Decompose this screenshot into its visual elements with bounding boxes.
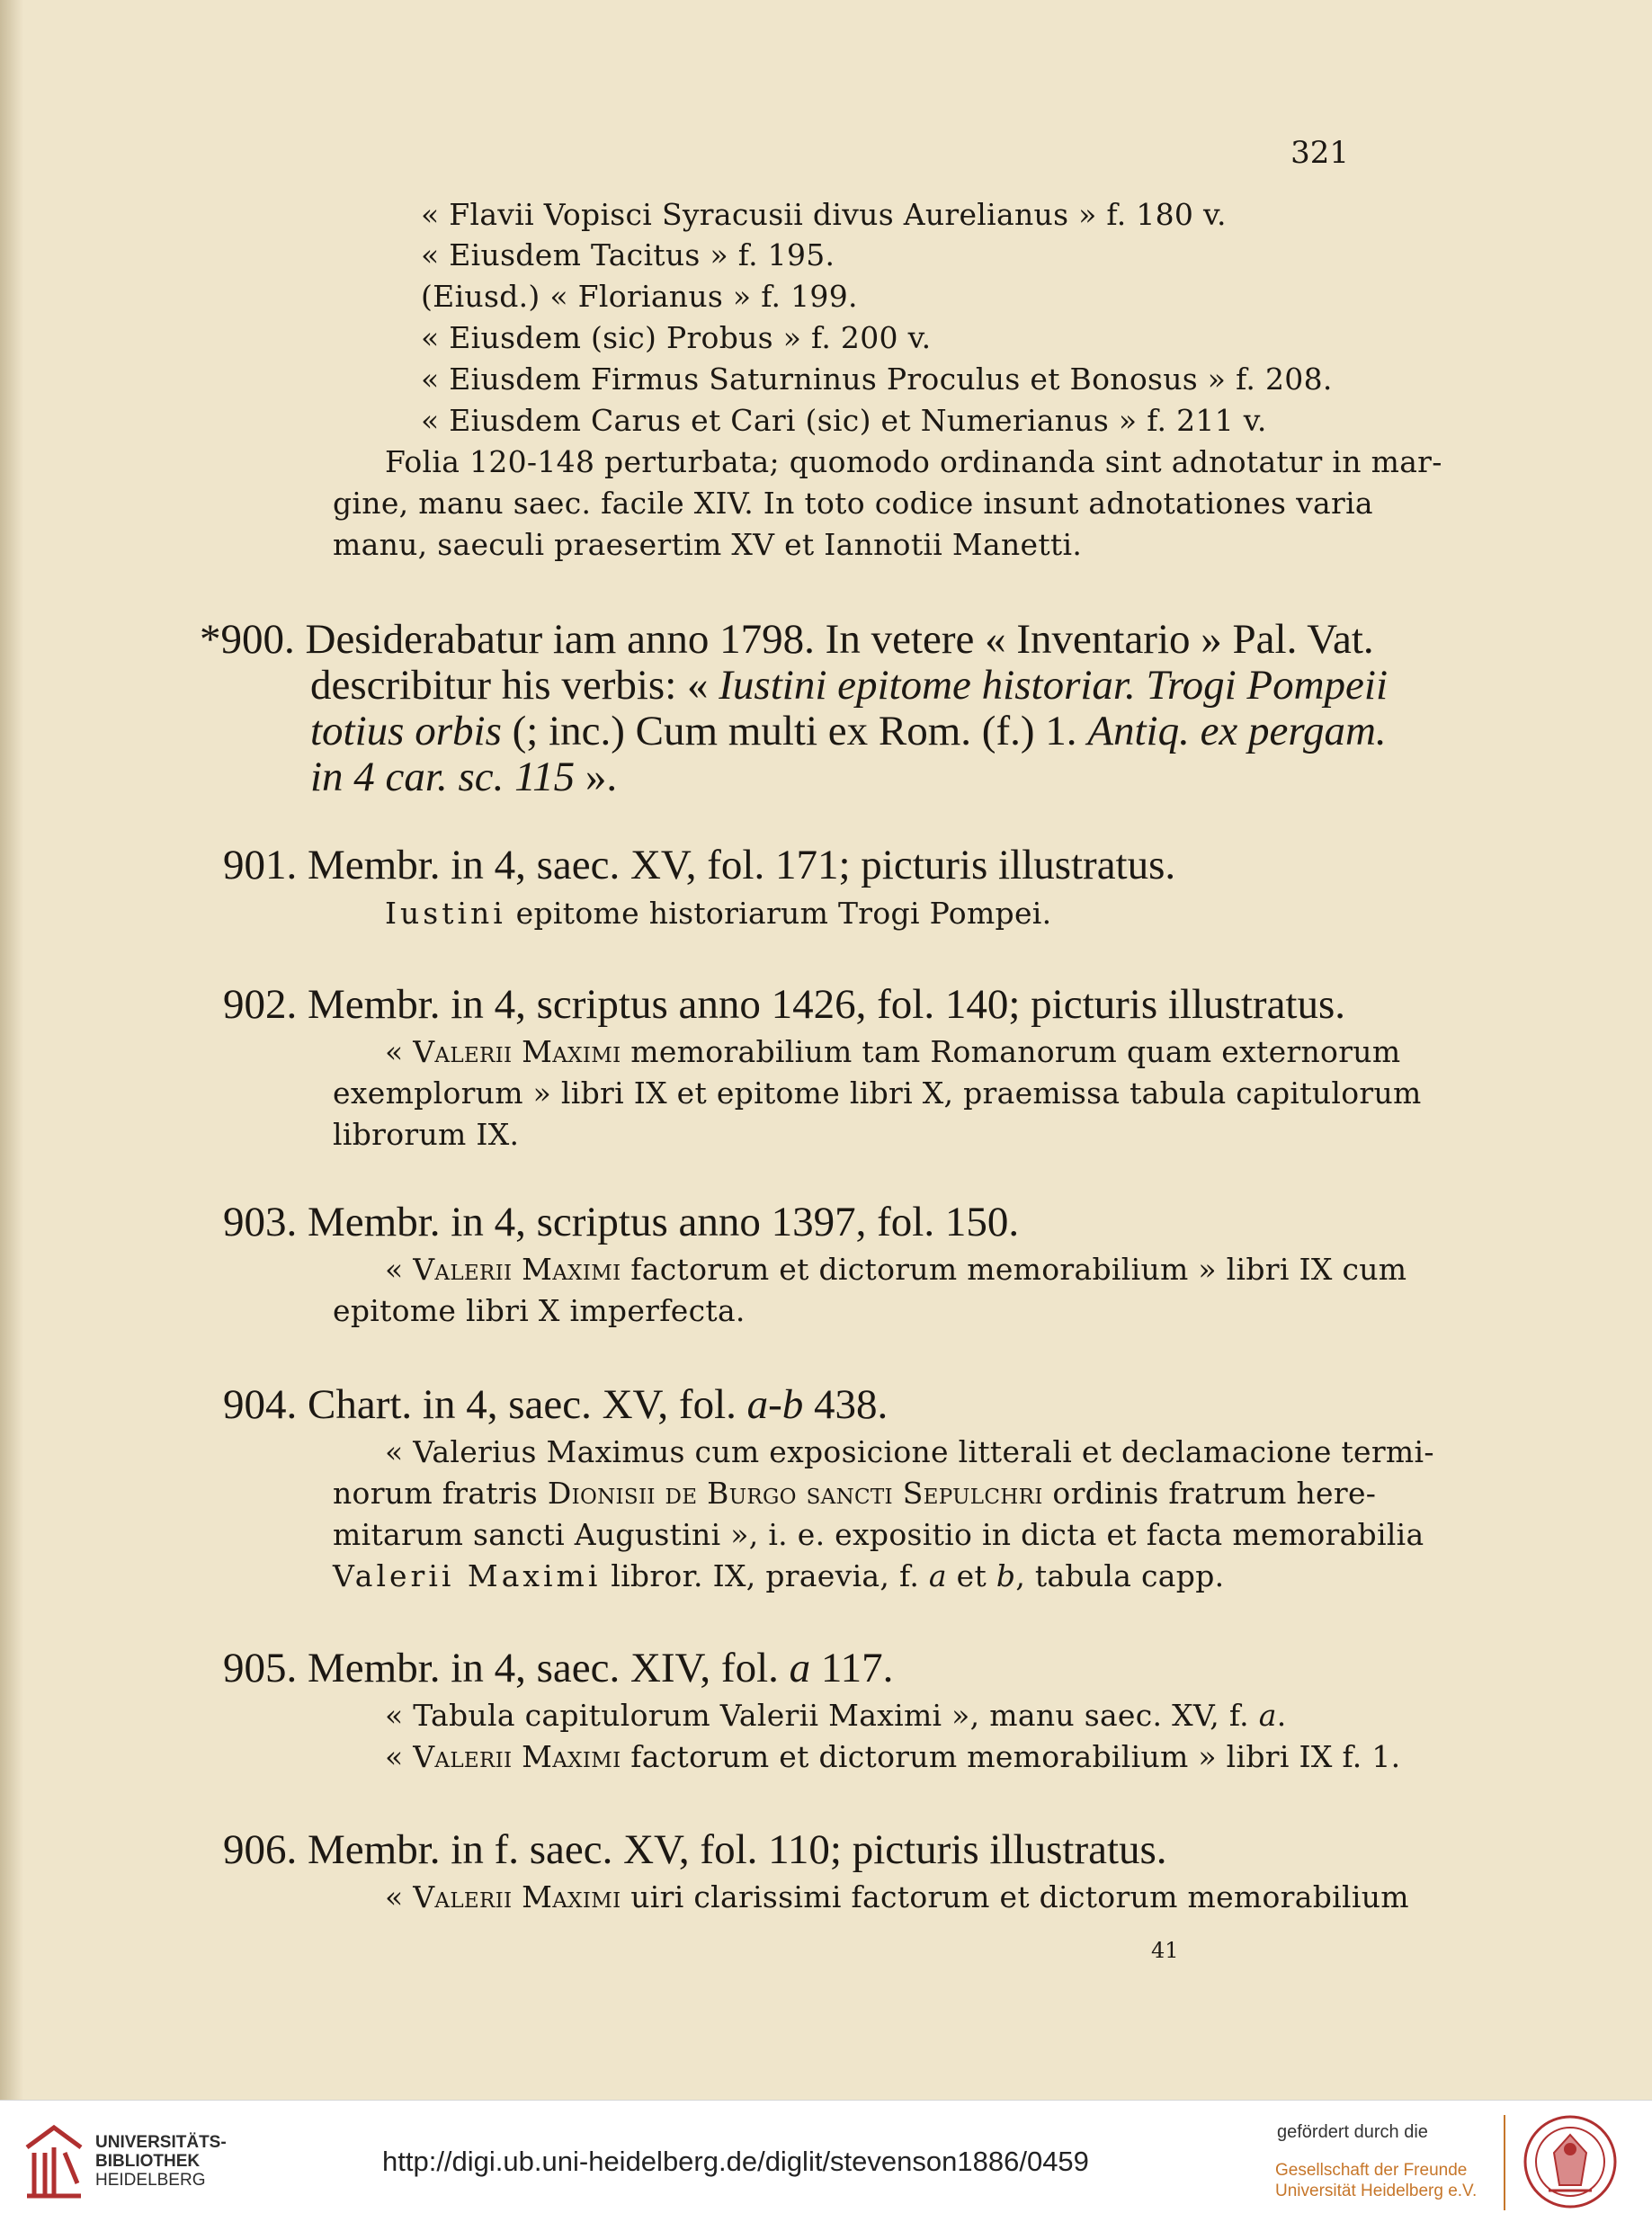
- entry-905-line: « Tabula capitulorum Valerii Maximi », manu saec. XV, f. a.: [385, 1698, 1287, 1733]
- text-line: gine, manu saec. facile XIV. In toto codice insunt adnotationes varia: [333, 486, 1373, 521]
- entry-902-line: « Valerii Maximi memorabilium tam Romanorum quam externorum: [385, 1034, 1401, 1069]
- entry-903-line: « Valerii Maximi factorum et dictorum memorabilium » libri IX cum: [385, 1252, 1407, 1287]
- text-line: « Eiusdem (sic) Probus » f. 200 v.: [421, 320, 932, 355]
- text-line: manu, saeculi praesertim XV et Iannotii Manetti.: [333, 527, 1083, 562]
- entry-904-line: mitarum sancti Augustini », i. e. expositio in dicta et facta memorabilia: [333, 1517, 1424, 1552]
- library-logo-text[interactable]: UNIVERSITÄTS- BIBLIOTHEK HEIDELBERG: [95, 2133, 227, 2190]
- entry-904-line: norum fratris Dionisii de Burgo sancti Sepulchri ordinis fratrum here-: [333, 1476, 1377, 1511]
- text-line: « Eiusdem Firmus Saturninus Proculus et Bonosus » f. 208.: [421, 361, 1333, 397]
- text-line: Folia 120-148 perturbata; quomodo ordinanda sint adnotatur in mar-: [385, 444, 1442, 479]
- entry-906-line: « Valerii Maximi uiri clarissimi factorum et dictorum memorabilium: [385, 1879, 1409, 1914]
- sponsor-heading: gefördert durch die: [1277, 2122, 1428, 2142]
- entry-904-heading: 904. Chart. in 4, saec. XV, fol. a-b 438.: [223, 1381, 889, 1428]
- entry-906-heading: 906. Membr. in f. saec. XV, fol. 110; picturis illustratus.: [223, 1826, 1167, 1873]
- page-number: 321: [1290, 135, 1349, 171]
- permalink-url[interactable]: http://digi.ub.uni-heidelberg.de/diglit/stevenson1886/0459: [382, 2146, 1089, 2177]
- entry-900-line: describitur his verbis: « Iustini epitome historiar. Trogi Pompeii: [310, 662, 1389, 709]
- text-line: (Eiusd.) « Florianus » f. 199.: [421, 279, 858, 314]
- entry-902-heading: 902. Membr. in 4, scriptus anno 1426, fol. 140; picturis illustratus.: [223, 981, 1346, 1028]
- entry-905-line: « Valerii Maximi factorum et dictorum memorabilium » libri IX f. 1.: [385, 1739, 1401, 1774]
- entry-901-line: Iustini epitome historiarum Trogi Pompei.: [385, 896, 1052, 931]
- entry-901-heading: 901. Membr. in 4, saec. XV, fol. 171; picturis illustratus.: [223, 842, 1176, 888]
- entry-903-line: epitome libri X imperfecta.: [333, 1293, 746, 1328]
- text-line: « Eiusdem Carus et Cari (sic) et Numerianus » f. 211 v.: [421, 403, 1267, 438]
- entry-905-heading: 905. Membr. in 4, saec. XIV, fol. a 117.: [223, 1645, 894, 1691]
- text-line: « Eiusdem Tacitus » f. 195.: [421, 237, 835, 272]
- entry-900-line: totius orbis (; inc.) Cum multi ex Rom. (f.) 1. Antiq. ex pergam.: [310, 708, 1387, 754]
- entry-904-line: Valerii Maximi libror. IX, praevia, f. a et b, tabula capp.: [333, 1558, 1225, 1593]
- footer-divider: [1504, 2115, 1505, 2210]
- signature-mark: 41: [1151, 1938, 1179, 1963]
- page-edge-shadow: [0, 0, 23, 2100]
- library-book-icon[interactable]: [18, 2120, 88, 2201]
- text-line: « Flavii Vopisci Syracusii divus Aurelianus » f. 180 v.: [421, 197, 1227, 232]
- entry-900-line: in 4 car. sc. 115 ».: [310, 754, 618, 800]
- entry-902-line: exemplorum » libri IX et epitome libri X, praemissa tabula capitulorum: [333, 1075, 1422, 1111]
- university-seal-icon[interactable]: [1522, 2113, 1619, 2210]
- entry-900-heading: *900. Desiderabatur iam anno 1798. In vetere « Inventario » Pal. Vat.: [200, 616, 1374, 663]
- entry-904-line: « Valerius Maximus cum exposicione litterali et declamacione termi-: [385, 1434, 1434, 1469]
- sponsor-name[interactable]: Gesellschaft der Freunde Universität Heidelberg e.V.: [1275, 2161, 1478, 2200]
- entry-902-line: librorum IX.: [333, 1117, 520, 1152]
- entry-903-heading: 903. Membr. in 4, scriptus anno 1397, fol. 150.: [223, 1199, 1020, 1245]
- footer-bar: [0, 2100, 1652, 2222]
